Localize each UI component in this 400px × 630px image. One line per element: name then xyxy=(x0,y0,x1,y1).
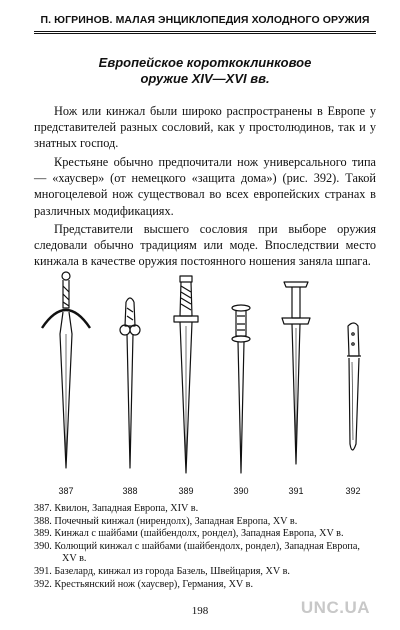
paragraph-3: Представители высшего сословия при выборе оружия следовали обычно традициям или моде. Впоследствии место кинжала в качестве оружия постоянного ношения заняла шпага. xyxy=(34,222,376,269)
dagger-392 xyxy=(347,323,361,450)
caption-388: 388. Почечный кинжал (нирендолх), Западная Европа, XV в. xyxy=(34,515,298,527)
figure-number-387: 387 xyxy=(58,486,74,496)
section-title-line-2: оружие XIV—XVI вв. xyxy=(140,71,270,86)
section-title xyxy=(34,55,376,87)
page-number: 198 xyxy=(191,605,209,617)
caption-390: 390. Колющий кинжал с шайбами (шайбендолх, рондел), Западная Европа, XV в. xyxy=(34,540,360,565)
figure-captions xyxy=(34,503,376,591)
watermark: UNC.UA xyxy=(300,598,370,617)
paragraph-2: Крестьяне обычно предпочитали нож универсального типа — «хаусвер» (от немецкого «защита дома») (рис. 392). Такой многоцелевой нож существовал во всех европейских странах в различных модификациях. xyxy=(34,155,376,218)
caption-389: 389. Кинжал с шайбами (шайбендолх, рондел), Западная Европа, XV в. xyxy=(34,528,344,540)
figure-number-388: 388 xyxy=(122,486,138,496)
running-header: П. ЮГРИНОВ. МАЛАЯ ЭНЦИКЛОПЕДИЯ ХОЛОДНОГО ОРУЖИЯ xyxy=(40,14,370,26)
figure-number-390: 390 xyxy=(233,486,249,496)
dagger-388 xyxy=(120,298,140,468)
daggers-illustration xyxy=(30,268,380,500)
figure-number-391: 391 xyxy=(288,486,304,496)
dagger-387 xyxy=(42,272,90,468)
dagger-391 xyxy=(282,282,310,464)
paragraph-1: Нож или кинжал были широко распространены в Европе у представителей разных сословий, как у простолюдинов, так и у знатных господ. xyxy=(34,104,376,151)
caption-387: 387. Квилон, Западная Европа, XIV в. xyxy=(34,503,199,514)
caption-392: 392. Крестьянский нож (хаусвер), Германия, XV в. xyxy=(34,578,254,590)
header-rule xyxy=(34,31,376,34)
section-title-line-1: Европейское короткоклинковое xyxy=(98,55,312,70)
caption-391: 391. Базелард, кинжал из города Базель, Швейцария, XV в. xyxy=(34,565,290,577)
dagger-389 xyxy=(174,276,198,473)
daggers-drawing xyxy=(30,268,380,500)
figure-number-392: 392 xyxy=(345,486,361,496)
figure-number-389: 389 xyxy=(178,486,194,496)
dagger-390 xyxy=(232,305,250,473)
